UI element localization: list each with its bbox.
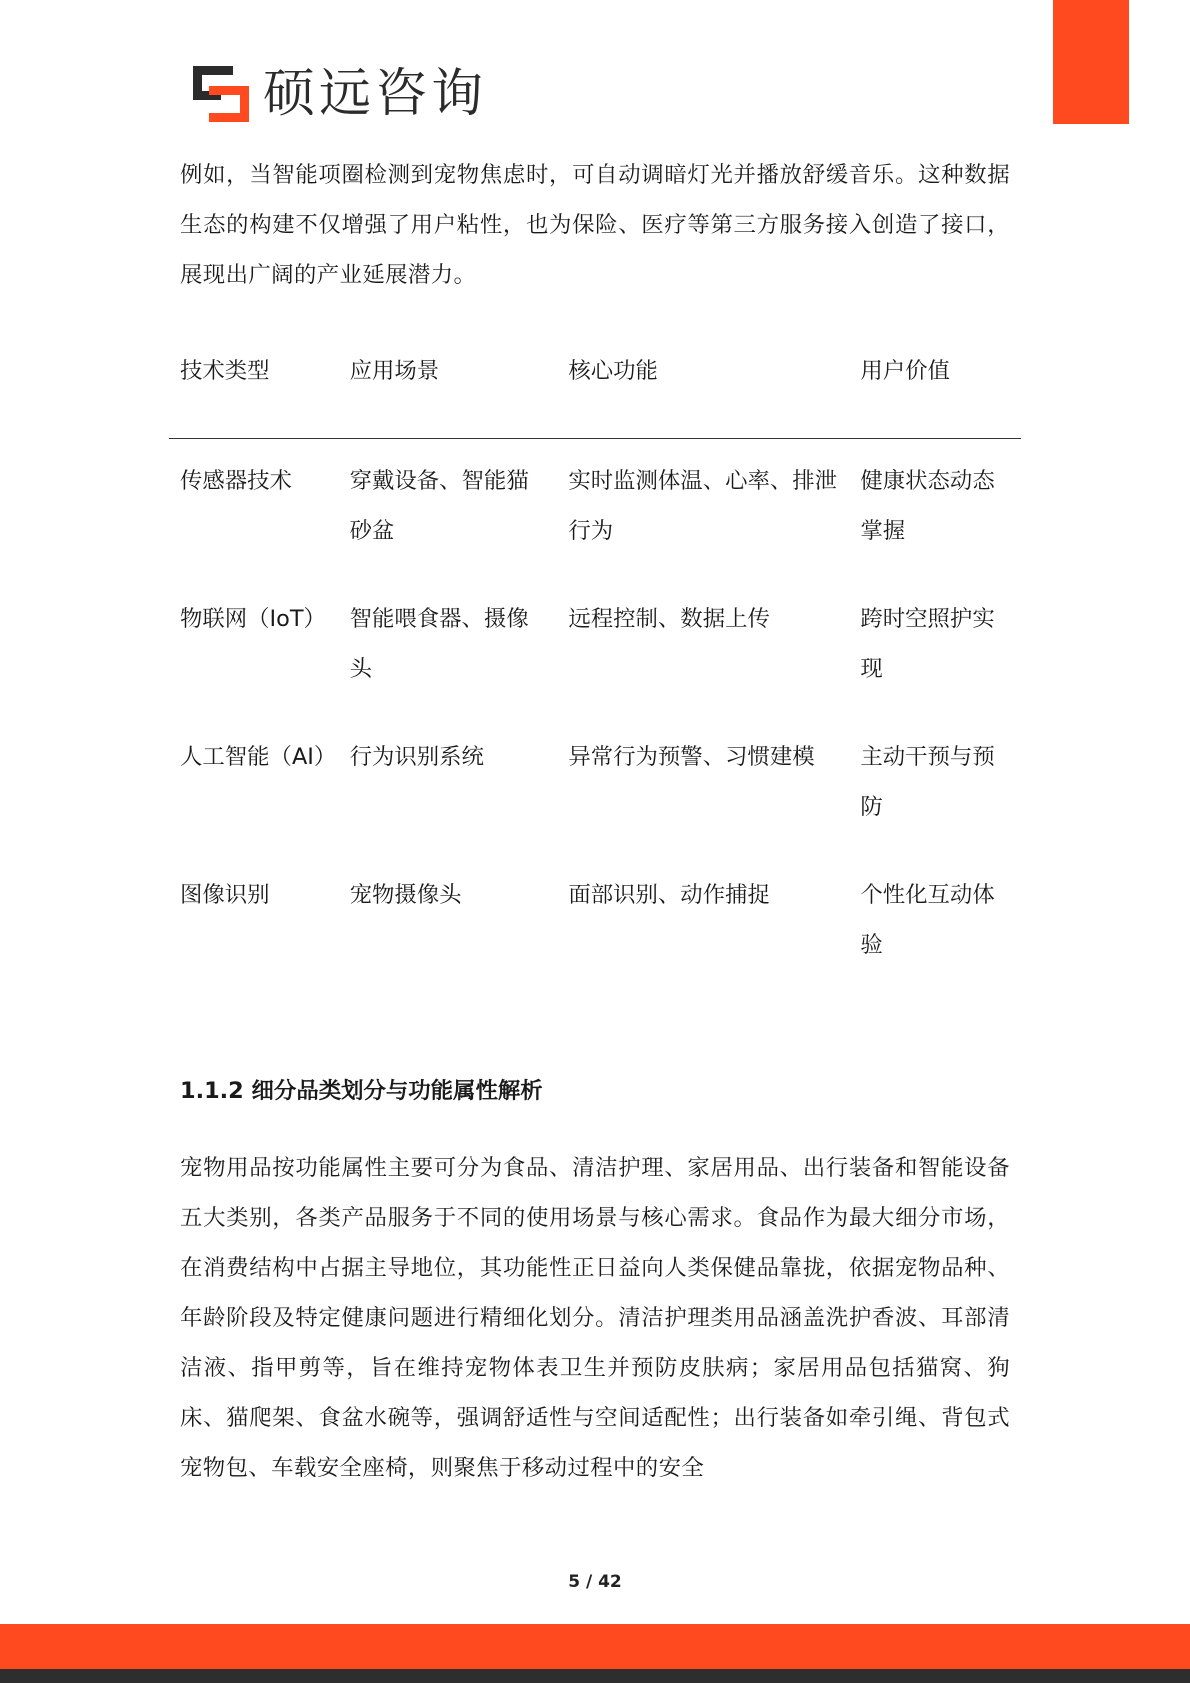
table-cell: 面部识别、动作捕捉 (568, 882, 770, 908)
footer-dark-bar (0, 1669, 1190, 1683)
header-scenario: 应用场景 (339, 334, 558, 439)
company-logo (193, 64, 487, 124)
header-tech-type: 技术类型 (169, 334, 339, 439)
footer-accent-bar (0, 1624, 1190, 1669)
table-cell: 远程控制、数据上传 (568, 606, 770, 632)
table-cell: 实时监测体温、心率、排泄行为 (568, 468, 838, 544)
table-cell: 个性化互动体验 (860, 882, 995, 958)
table-cell: 人工智能（AI） (180, 744, 337, 770)
section-heading: 1.1.2 细分品类划分与功能属性解析 (180, 1078, 543, 1104)
header-user-value: 用户价值 (849, 334, 1021, 439)
table-row (169, 439, 1021, 578)
table-cell: 行为识别系统 (349, 744, 484, 770)
table-cell: 宠物摄像头 (349, 882, 462, 908)
table-cell: 异常行为预警、习惯建模 (568, 744, 815, 770)
table-cell: 主动干预与预防 (860, 744, 995, 820)
page-number: 5 / 42 (568, 1572, 622, 1592)
table-row (169, 577, 1021, 715)
table-cell: 传感器技术 (180, 468, 292, 494)
table-cell: 智能喂食器、摄像头 (349, 606, 529, 682)
intro-paragraph: 例如，当智能项圈检测到宠物焦虑时，可自动调暗灯光并播放舒缓音乐。这种数据生态的构建不仅增强了用户粘性，也为保险、医疗等第三方服务接入创造了接口，展现出广阔的产业延展潜力。 (180, 162, 1010, 288)
table-cell: 健康状态动态掌握 (860, 468, 995, 544)
table-row (169, 853, 1021, 991)
logo-mark-icon (193, 66, 249, 122)
technology-table (169, 334, 1021, 991)
table-cell: 跨时空照护实现 (860, 606, 995, 682)
logo-text: 硕远咨询 (263, 64, 488, 124)
header-core-function: 核心功能 (557, 334, 849, 439)
table-header-row (169, 334, 1021, 439)
table-cell: 物联网（IoT） (180, 606, 326, 632)
table-row (169, 715, 1021, 853)
table-cell: 图像识别 (180, 882, 270, 908)
section-paragraph: 宠物用品按功能属性主要可分为食品、清洁护理、家居用品、出行装备和智能设备五大类别，各类产品服务于不同的使用场景与核心需求。食品作为最大细分市场，在消费结构中占据主导地位，其功能性正日益向人类保健品靠拢，依据宠物品种、年龄阶段及特定健康问题进行精细化划分。清洁护理类用品涵盖洗护香波、耳部清洁液、指甲剪等，旨在维持宠物体表卫生并预防皮肤病；家居用品包括猫窝、狗床、猫爬架、食盆水碗等，强调舒适性与空间适配性；出行装备如牵引绳、背包式宠物包、车载安全座椅，则聚焦于移动过程中的安全 (180, 1155, 1010, 1481)
corner-accent-tab (1053, 0, 1129, 124)
table-cell: 穿戴设备、智能猫砂盆 (349, 468, 529, 544)
